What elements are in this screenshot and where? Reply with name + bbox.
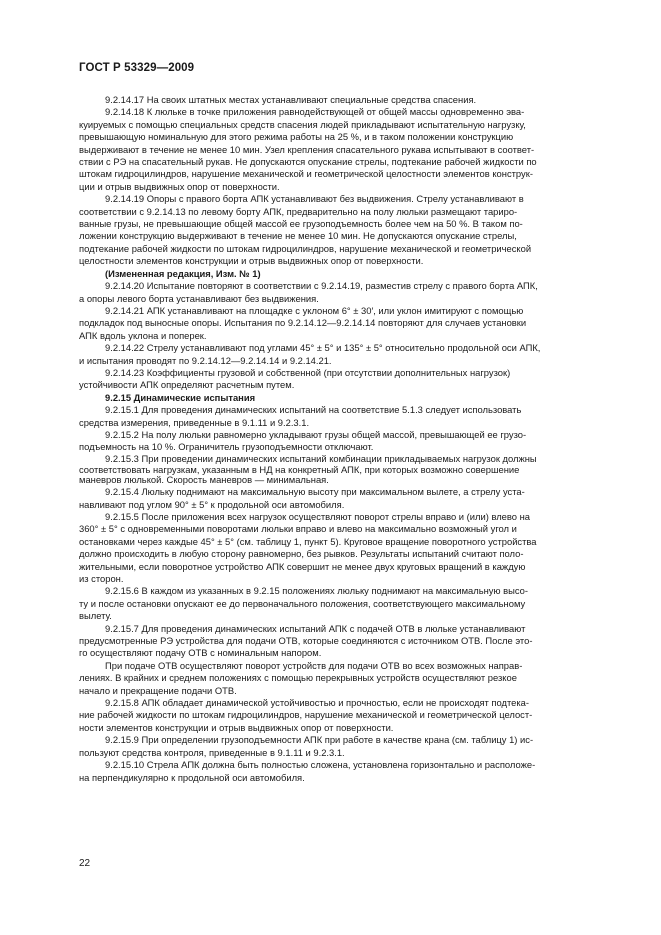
text-line: 9.2.15.2 На полу люльки равномерно укладывают грузы общей массой, превышающей ее грузо- xyxy=(105,428,527,440)
page-number: 22 xyxy=(79,858,91,869)
text-line: 9.2.14.18 К люльке в точке приложения равнодействующей от общей массы одновременно эва- xyxy=(105,106,525,118)
text-line: 9.2.14.23 Коэффициенты грузовой и собственной (при отсутствии дополнительных нагрузок) xyxy=(105,366,511,378)
text-line: 9.2.14.17 На своих штатных местах устанавливают специальные средства спасения. xyxy=(105,94,477,105)
text-line: 9.2.15.9 При определении грузоподъемности АПК при работе в качестве крана (см. таблицу 1) ис- xyxy=(105,734,534,746)
text-line: АПК вдоль уклона и поперек. xyxy=(79,329,207,341)
paragraph-9.2.15 xyxy=(79,392,585,404)
text-line: соответствовать нагрузкам, указанным в НД на конкретный АПК, при которых возможно совершение xyxy=(79,463,520,475)
text-line: целостности элементов конструкции и отрыв выдвижных опор от поверхности. xyxy=(79,255,424,267)
text-line: го осуществляют подачу ОТВ с номинальным напором. xyxy=(79,647,322,659)
paragraph-9.2.15.7-cont xyxy=(79,660,585,697)
text-line: ности элементов конструкции и отрыв выдвижных опор от поверхности. xyxy=(79,721,394,733)
text-line: подкладок под выносные опоры. Испытания по 9.2.14.12—9.2.14.14 повторяют для случаев установки xyxy=(79,317,527,329)
text-line: устойчивости АПК определяют расчетным путем. xyxy=(79,379,295,391)
text-line: подъемность на 10 %. Ограничитель грузоподъемности отключают. xyxy=(79,441,374,453)
paragraph-9.2.15.5 xyxy=(79,511,585,585)
text-line: и испытания проводят по 9.2.14.12—9.2.14.14 и 9.2.14.21. xyxy=(79,354,332,366)
text-line: подтекание рабочей жидкости по штокам гидроцилиндров, нарушение механической и геометрической xyxy=(79,242,532,254)
text-line: ние рабочей жидкости по штокам гидроцилиндров, нарушение механической и геометрической целост- xyxy=(79,709,533,721)
text-line: (Измененная редакция, Изм. № 1) xyxy=(105,267,261,279)
paragraph-9.2.15.7 xyxy=(79,623,585,660)
text-line: лениях. В крайних и среднем положениях с помощью перекрывных устройств осуществляют резкое xyxy=(79,672,517,684)
text-line: навливают под углом 90° ± 5° к продольной оси автомобиля. xyxy=(79,498,345,510)
text-line: а опоры левого борта устанавливают без выдвижения. xyxy=(79,292,319,304)
paragraph-9.2.14.19 xyxy=(79,193,585,267)
text-line: 9.2.14.20 Испытание повторяют в соответствии с 9.2.14.19, разместив стрелу с правого борта АПК, xyxy=(105,280,538,292)
text-line: средства измерения, приведенные в 9.1.11 и 9.2.3.1. xyxy=(79,416,310,428)
text-line: предусмотренные РЭ устройства для подачи ОТВ, которые соединяются с источником ОТВ. После это- xyxy=(79,635,533,647)
text-line: из сторон. xyxy=(79,573,124,585)
paragraph-9.2.14.18 xyxy=(79,106,585,193)
text-line: 9.2.15.7 Для проведения динамических испытаний АПК с подачей ОТВ в люльке устанавливают xyxy=(105,622,526,634)
document-header: ГОСТ Р 53329—2009 xyxy=(79,62,195,74)
paragraph-9.2.15.9 xyxy=(79,734,585,759)
document-body xyxy=(79,94,585,784)
text-line: 9.2.15.6 В каждом из указанных в 9.2.15 положениях люльку поднимают на максимальную высо- xyxy=(105,585,528,597)
text-line: 9.2.15 Динамические испытания xyxy=(105,391,256,403)
text-line: ванные грузы, не превышающие общей массой ее грузоподъемность более чем на 50 %. В таком по- xyxy=(79,218,523,230)
text-line: 9.2.15.5 После приложения всех нагрузок осуществляют поворот стрелы вправо и (или) влево на xyxy=(105,510,530,522)
text-line: 9.2.14.21 АПК устанавливают на площадке с уклоном 6° ± 30′, или уклон имитируют с помощью xyxy=(105,304,524,316)
text-line: ствии с РЭ на спасательный рукав. Не допускаются опускание стрелы, подтекание рабочей жидкости по xyxy=(79,156,537,168)
text-line: ту и после остановки опускают ее до первоначального положения, соответствующего максимальному xyxy=(79,597,526,609)
paragraph-9.2.15.2 xyxy=(79,429,585,454)
text-line: 9.2.15.10 Стрела АПК должна быть полностью сложена, установлена горизонтально и расположе- xyxy=(105,759,536,771)
text-line: пользуют средства контроля, приведенные в 9.1.11 и 9.2.3.1. xyxy=(79,746,345,758)
text-line: 9.2.14.22 Стрелу устанавливают под углами 45° ± 5° и 135° ± 5° относительно продольной оси АПК, xyxy=(105,342,541,354)
text-line: 9.2.14.19 Опоры с правого борта АПК устанавливают без выдвижения. Стрелу устанавливают в xyxy=(105,193,524,205)
text-line: остановками через каждые 45° ± 5° (см. таблицу 1, пункт 5). Круговое вращение поворотного устройства xyxy=(79,535,537,547)
paragraph-9.2.15.1 xyxy=(79,404,585,429)
paragraph-9.2.15.10 xyxy=(79,759,585,784)
text-line: маневров люлькой. Скорость маневров — минимальная. xyxy=(79,474,329,486)
text-line: жительными, если поворотное устройство АПК совершит не менее двух круговых вращений в каждую xyxy=(79,560,526,572)
text-line: штокам гидроцилиндров, нарушение механической и геометрической целостности элементов конструк- xyxy=(79,168,533,180)
text-line: ции и отрыв выдвижных опор от поверхности. xyxy=(79,180,280,192)
paragraph-9.2.15.4 xyxy=(79,486,585,511)
text-line: 9.2.15.1 Для проведения динамических испытаний на соответствие 5.1.3 следует использовать xyxy=(105,404,522,416)
text-line: должно происходить в любую сторону равномерно, без рывков. Результаты испытаний считают поло- xyxy=(79,548,524,560)
text-line: 9.2.15.4 Люльку поднимают на максимальную высоту при максимальном вылете, а стрелу уста- xyxy=(105,486,525,498)
text-line: 9.2.15.3 При проведении динамических испытаний комбинации прикладываемых нагрузок должны xyxy=(105,452,537,464)
text-line: соответствии с 9.2.14.13 по левому борту АПК, предварительно на полу люльки размещают тариро- xyxy=(79,205,518,217)
paragraph-9.2.14.21 xyxy=(79,305,585,342)
text-line: При подаче ОТВ осуществляют поворот устройств для подачи ОТВ во всех возможных направ- xyxy=(105,659,523,671)
text-line: куируемых с помощью специальных средств спасения людей прикладывают испытательную нагрузку, xyxy=(79,118,526,130)
paragraph-9.2.14.20 xyxy=(79,280,585,305)
text-line: выдерживают в течение не менее 10 мин. Узел крепления спасательного рукава испытывают в соответ- xyxy=(79,143,535,155)
text-line: начало и прекращение подачи ОТВ. xyxy=(79,684,237,696)
paragraph-9.2.14.22 xyxy=(79,342,585,367)
text-line: превышающую номинальную для этого режима работы на 25 %, и в таком положении конструкцию xyxy=(79,131,514,143)
paragraph-9.2.15.6 xyxy=(79,585,585,622)
text-line: 360° ± 5° с одновременными поворотами люльки вправо и влево на максимально возможный угол и xyxy=(79,523,517,535)
text-line: ложении конструкцию выдерживают в течение не менее 10 мин. Не допускаются опускание стрелы, xyxy=(79,230,517,242)
text-line: 9.2.15.8 АПК обладает динамической устойчивостью и прочностью, если не происходят подтека- xyxy=(105,697,530,709)
paragraph-edit-note xyxy=(79,268,585,280)
text-line: вылету. xyxy=(79,610,112,622)
paragraph-9.2.15.3 xyxy=(79,454,585,486)
text-line: на перпендикулярно к продольной оси автомобиля. xyxy=(79,771,305,783)
paragraph-9.2.14.17 xyxy=(79,94,585,106)
paragraph-9.2.14.23 xyxy=(79,367,585,392)
paragraph-9.2.15.8 xyxy=(79,697,585,734)
